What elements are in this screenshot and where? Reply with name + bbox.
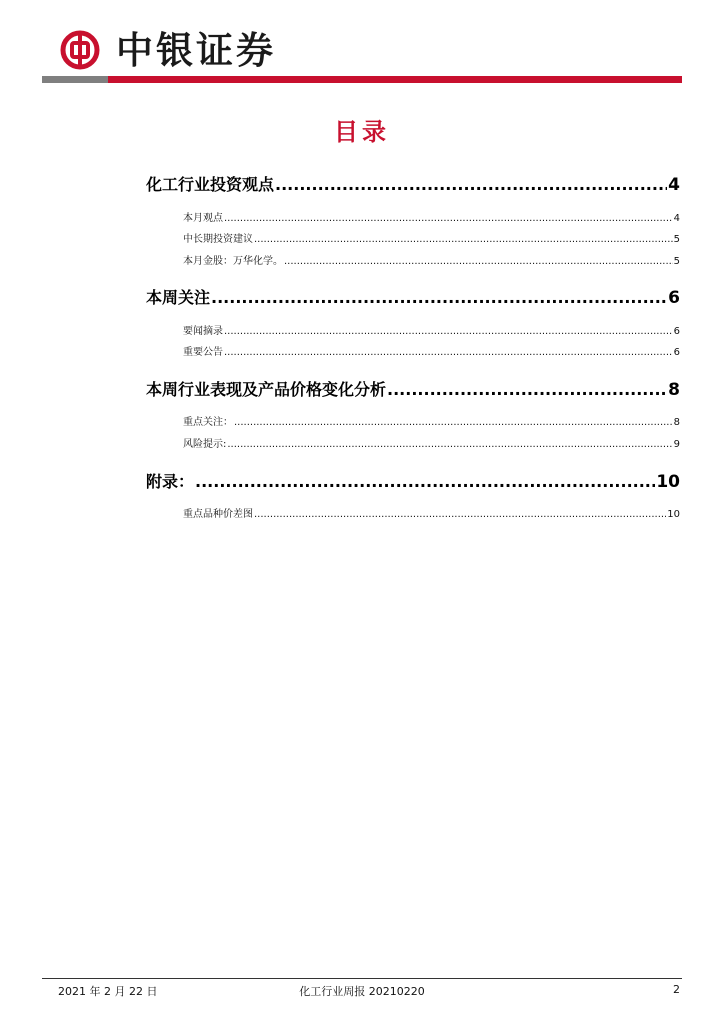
toc-entry[interactable] — [146, 172, 680, 195]
toc-leader-dots — [254, 509, 666, 520]
toc-entry[interactable] — [183, 230, 680, 245]
toc-leader-dots — [234, 417, 673, 428]
footer-rule — [42, 978, 682, 979]
toc-entry[interactable] — [183, 343, 680, 358]
toc-entry-page: 8 — [668, 380, 680, 400]
toc-entry[interactable] — [183, 505, 680, 520]
toc-entry-label: 附录： — [146, 472, 195, 491]
toc-entry-page: 5 — [673, 256, 680, 267]
toc-entry-label: 中长期投资建议 — [183, 234, 253, 245]
toc-entry-label: 本月金股：万华化学。 — [183, 256, 283, 267]
toc-entry[interactable] — [183, 252, 680, 267]
toc-entry-label: 本周行业表现及产品价格变化分析 — [146, 380, 387, 399]
toc-leader-dots — [387, 380, 667, 399]
toc-entry[interactable] — [146, 285, 680, 308]
toc-leader-dots — [284, 256, 673, 267]
toc-entry-page: 6 — [673, 326, 680, 337]
toc-leader-dots — [224, 326, 673, 337]
toc-entry[interactable] — [183, 413, 680, 428]
toc-entry-label: 重点品种价差图 — [183, 509, 253, 520]
toc-entry-label: 本周关注 — [146, 288, 211, 307]
toc-entry[interactable] — [183, 435, 680, 450]
toc-entry-page: 8 — [673, 417, 680, 428]
toc-entry[interactable] — [183, 209, 680, 224]
toc-entry-page: 9 — [673, 439, 680, 450]
toc-leader-dots — [227, 439, 672, 450]
toc-entry[interactable] — [146, 377, 680, 400]
toc-leader-dots — [254, 234, 673, 245]
footer-date: 2021 年 2 月 22 日 — [58, 985, 158, 998]
bank-of-china-logo-icon — [60, 30, 100, 70]
toc-entry-page: 6 — [673, 347, 680, 358]
toc-entry[interactable] — [183, 322, 680, 337]
toc-leader-dots — [224, 347, 673, 358]
toc-leader-dots — [195, 472, 655, 491]
header-rule-red — [108, 76, 682, 83]
toc-entry[interactable] — [146, 469, 680, 492]
toc-entry-label: 重要公告 — [183, 347, 223, 358]
brand-name: 中银证券 — [116, 28, 276, 72]
toc-entry-label: 风险提示: — [183, 439, 227, 450]
toc-leader-dots — [275, 175, 667, 194]
footer-report-title: 化工行业周报 20210220 — [299, 985, 425, 998]
toc-leader-dots — [224, 213, 673, 224]
toc-entry-page: 4 — [673, 213, 680, 224]
toc-entry-page: 5 — [673, 234, 680, 245]
toc-title: 目录 — [334, 118, 390, 146]
toc-entry-label: 本月观点 — [183, 213, 223, 224]
toc-entry-page: 4 — [668, 175, 680, 195]
header-rule-grey — [42, 76, 108, 83]
page-header — [0, 0, 724, 90]
toc-entry-label: 要闻摘录 — [183, 326, 223, 337]
toc-entry-page: 10 — [667, 509, 680, 520]
toc-entry-label: 重点关注： — [183, 417, 233, 428]
footer-page-number: 2 — [673, 983, 680, 996]
toc-leader-dots — [211, 288, 667, 307]
toc-entry-label: 化工行业投资观点 — [146, 175, 275, 194]
toc-entry-page: 6 — [668, 288, 680, 308]
toc-entry-page: 10 — [656, 472, 680, 492]
